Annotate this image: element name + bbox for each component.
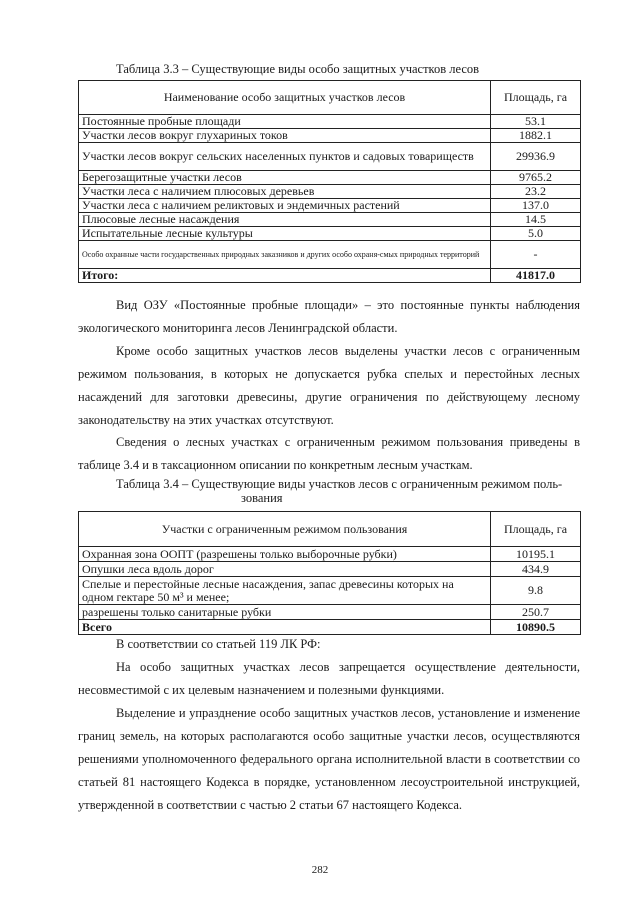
cell-area: 9.8 <box>491 577 581 605</box>
cell-name: Берегозащитные участки лесов <box>79 171 491 185</box>
paragraph-3: Сведения о лесных участках с ограниченным режимом пользования приведены в таблице 3.4 и в таксационном описании по конкретным лесным участкам. <box>78 435 580 472</box>
table1-caption: Таблица 3.3 – Существующие виды особо защитных участков лесов <box>116 62 480 76</box>
cell-area: 5.0 <box>491 227 581 241</box>
table-row <box>79 577 581 605</box>
cell-name: Особо охранные части государственных природных заказников и других особо охраня-смых природных территорий <box>79 241 491 269</box>
cell-name: разрешены только санитарные рубки <box>79 605 491 620</box>
cell-name: Спелые и перестойные лесные насаждения, запас древесины которых на одном гектаре 50 м³ и менее; <box>79 577 491 605</box>
total-value: 41817.0 <box>491 269 581 283</box>
table-row <box>79 213 581 227</box>
table2-caption-line1: Таблица 3.4 – Существующие виды участков лесов с ограниченным режимом поль- <box>116 477 563 491</box>
table-header-row <box>79 512 581 547</box>
cell-name: Участки леса с наличием реликтовых и эндемичных растений <box>79 199 491 213</box>
cell-area: 137.0 <box>491 199 581 213</box>
cell-area: 1882.1 <box>491 129 581 143</box>
table-row <box>79 143 581 171</box>
cell-area: 53.1 <box>491 115 581 129</box>
paragraph-4: В соответствии со статьей 119 ЛК РФ: <box>116 637 321 651</box>
column-header-name: Участки с ограниченным режимом пользования <box>79 512 491 547</box>
cell-name: Участки лесов вокруг глухариных токов <box>79 129 491 143</box>
cell-name: Плюсовые лесные насаждения <box>79 213 491 227</box>
table-row <box>79 185 581 199</box>
cell-area: 29936.9 <box>491 143 581 171</box>
paragraph-2: Кроме особо защитных участков лесов выделены участки лесов с ограниченным режимом пользования, в которых не допускается рубка спелых и перестойных лесных насаждений для заготовки древесины, другие ограничения по действующему лесному законодательству на этих участках отсутствуют. <box>78 344 580 427</box>
cell-area: 250.7 <box>491 605 581 620</box>
cell-name: Постоянные пробные площади <box>79 115 491 129</box>
column-header-name: Наименование особо защитных участков лесов <box>79 81 491 115</box>
cell-area: 23.2 <box>491 185 581 199</box>
cell-name: Участки леса с наличием плюсовых деревьев <box>79 185 491 199</box>
cell-name: Испытательные лесные культуры <box>79 227 491 241</box>
cell-area: - <box>491 241 581 269</box>
column-header-area: Площадь, га <box>491 512 581 547</box>
column-header-area: Площадь, га <box>491 81 581 115</box>
total-label: Итого: <box>79 269 491 283</box>
table-row <box>79 562 581 577</box>
table-row <box>79 129 581 143</box>
page-number: 282 <box>311 864 329 876</box>
cell-name: Охранная зона ООПТ (разрешены только выборочные рубки) <box>79 547 491 562</box>
paragraph-5: На особо защитных участках лесов запрещается осуществление деятельности, несовместимой с их целевым назначением и полезными функциями. <box>78 660 580 697</box>
total-label: Всего <box>79 620 491 635</box>
table-row <box>79 199 581 213</box>
table-row <box>79 115 581 129</box>
cell-name: Опушки леса вдоль дорог <box>79 562 491 577</box>
table2-caption-line2: зования <box>241 491 283 505</box>
table-row <box>79 227 581 241</box>
cell-area: 14.5 <box>491 213 581 227</box>
table-row <box>79 241 581 269</box>
table-total-row <box>79 269 581 283</box>
table-row <box>79 171 581 185</box>
cell-name: Участки лесов вокруг сельских населенных пунктов и садовых товариществ <box>79 143 491 171</box>
cell-area: 10195.1 <box>491 547 581 562</box>
table-3-4 <box>78 511 581 635</box>
table-row <box>79 547 581 562</box>
cell-area: 434.9 <box>491 562 581 577</box>
paragraph-6: Выделение и упразднение особо защитных участков лесов, установление и изменение границ земель, на которых располагаются особо защитные участки лесов, осуществляются решениями уполномоченного федерального органа исполнительной власти в соответствии со статьей 81 настоящего Кодекса в порядке, установленном лесоустроительной инструкцией, утвержденной в соответствии с частью 2 статьи 67 настоящего Кодекса. <box>78 706 580 812</box>
total-value: 10890.5 <box>491 620 581 635</box>
cell-area: 9765.2 <box>491 171 581 185</box>
paragraph-1: Вид ОЗУ «Постоянные пробные площади» – это постоянные пункты наблюдения экологического мониторинга лесов Ленинградской области. <box>78 298 580 335</box>
table-header-row <box>79 81 581 115</box>
table-row <box>79 605 581 620</box>
table-3-3 <box>78 80 581 283</box>
